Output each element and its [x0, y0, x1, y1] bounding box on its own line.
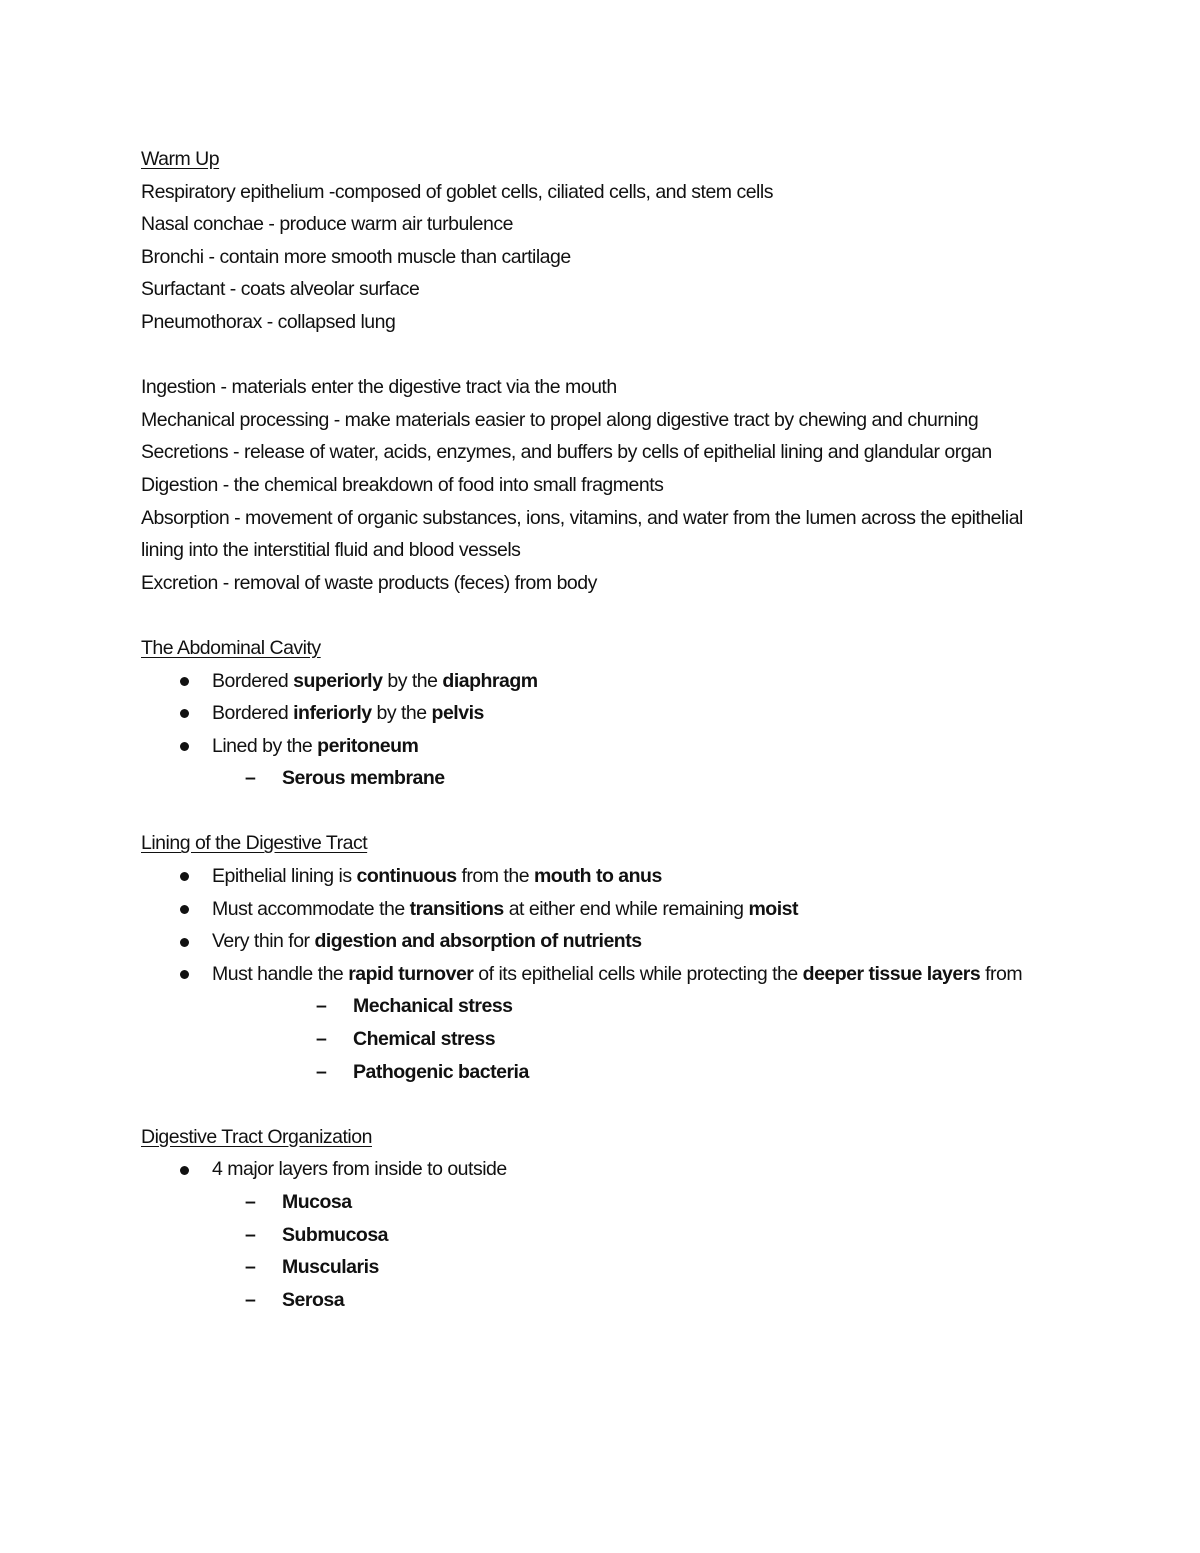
dash-icon: –	[245, 767, 256, 790]
bullet-item	[141, 730, 1141, 763]
bullet-icon	[180, 709, 189, 718]
bullet-keyword: moist	[748, 897, 798, 920]
sub-item	[141, 762, 1141, 795]
dash-icon: –	[316, 1060, 327, 1083]
bullet-icon	[180, 677, 189, 686]
function-line: Ingestion - materials enter the digestive tract via the mouth	[141, 376, 617, 399]
function-line: lining into the interstitial fluid and blood vessels	[141, 539, 521, 562]
bullet-item	[141, 860, 1141, 893]
bullet-text: Bordered	[212, 702, 294, 725]
function-line: Secretions - release of water, acids, enzymes, and buffers by cells of epithelial lining and glandular organ	[141, 441, 992, 464]
bullet-item	[141, 893, 1141, 926]
sub-item-text: Mechanical stress	[353, 995, 513, 1018]
bullet-icon	[180, 1166, 189, 1175]
sub-item	[141, 1284, 1141, 1317]
bullet-icon	[180, 905, 189, 914]
bullet-text: Epithelial lining is	[212, 865, 357, 888]
sub-item	[141, 1023, 1141, 1056]
bullet-keyword: deeper tissue layers	[802, 962, 981, 985]
bullet-text: from	[980, 962, 1023, 985]
sub-item-text: Submucosa	[282, 1223, 389, 1246]
bullet-keyword: rapid turnover	[348, 962, 474, 985]
bullet-text: by the	[371, 702, 432, 725]
sub-item-text: Chemical stress	[353, 1028, 496, 1051]
function-line: Mechanical processing - make materials easier to propel along digestive tract by chewing and churning	[141, 408, 979, 431]
function-line: Digestion - the chemical breakdown of food into small fragments	[141, 473, 664, 496]
bullet-text: of its epithelial cells while protecting the	[473, 962, 803, 985]
sub-item-text: Mucosa	[282, 1191, 352, 1213]
bullet-keyword: pelvis	[431, 702, 484, 725]
bullet-item	[141, 1153, 1141, 1186]
sub-item-text: Muscularis	[282, 1256, 379, 1279]
bullet-text: from the	[456, 865, 534, 888]
sub-item-text: Serous membrane	[282, 767, 445, 790]
bullet-icon	[180, 742, 189, 751]
bullet-text: 4 major layers from inside to outside	[212, 1158, 507, 1181]
sub-item	[141, 1056, 1141, 1089]
bullet-keyword: inferiorly	[293, 702, 372, 725]
abdominal-cavity-heading: The Abdominal Cavity	[141, 636, 321, 659]
organization-heading: Digestive Tract Organization	[141, 1125, 372, 1148]
bullet-text: at either end while remaining	[503, 897, 749, 920]
dash-icon: –	[245, 1191, 256, 1213]
warm-up-line: Surfactant - coats alveolar surface	[141, 278, 420, 301]
warm-up-line: Respiratory epithelium -composed of goblet cells, ciliated cells, and stem cells	[141, 180, 773, 203]
bullet-keyword: continuous	[356, 865, 457, 888]
bullet-keyword: peritoneum	[317, 734, 419, 757]
bullet-text: Lined by the	[212, 734, 318, 757]
warm-up-line: Nasal conchae - produce warm air turbulence	[141, 213, 513, 236]
spacer	[141, 1088, 1141, 1121]
dash-icon: –	[316, 995, 327, 1018]
bullet-keyword: digestion and absorption of nutrients	[314, 930, 642, 953]
bullet-icon	[180, 872, 189, 881]
warm-up-line: Pneumothorax - collapsed lung	[141, 310, 396, 333]
bullet-text: Very thin for	[212, 930, 315, 953]
sub-item-text: Pathogenic bacteria	[353, 1060, 529, 1083]
bullet-item	[141, 665, 1141, 698]
bullet-keyword: diaphragm	[442, 669, 538, 692]
spacer	[141, 599, 1141, 632]
bullet-item	[141, 697, 1141, 730]
bullet-icon	[180, 970, 189, 979]
bullet-text: Must handle the	[212, 962, 349, 985]
bullet-keyword: superiorly	[293, 669, 383, 692]
sub-item-text: Serosa	[282, 1288, 345, 1311]
bullet-icon	[180, 938, 189, 947]
sub-item	[141, 990, 1141, 1023]
warm-up-line: Bronchi - contain more smooth muscle than cartilage	[141, 245, 571, 268]
bullet-text: Bordered	[212, 669, 294, 692]
dash-icon: –	[245, 1288, 256, 1311]
sub-item	[141, 1219, 1141, 1252]
bullet-item	[141, 925, 1141, 958]
sub-item	[141, 1251, 1141, 1284]
sub-item	[141, 1186, 1141, 1219]
bullet-item	[141, 958, 1141, 991]
bullet-keyword: transitions	[409, 897, 504, 920]
dash-icon: –	[316, 1028, 327, 1051]
lining-heading: Lining of the Digestive Tract	[141, 832, 368, 855]
function-line: Excretion - removal of waste products (feces) from body	[141, 571, 597, 594]
document-page	[141, 143, 1141, 1316]
spacer	[141, 795, 1141, 828]
bullet-text: Must accommodate the	[212, 897, 410, 920]
function-line: Absorption - movement of organic substances, ions, vitamins, and water from the lumen across the epithelial	[141, 506, 1023, 529]
warm-up-heading: Warm Up	[141, 148, 220, 170]
bullet-keyword: mouth to anus	[533, 865, 662, 888]
bullet-text: by the	[382, 669, 443, 692]
dash-icon: –	[245, 1223, 256, 1246]
dash-icon: –	[245, 1256, 256, 1279]
spacer	[141, 339, 1141, 372]
